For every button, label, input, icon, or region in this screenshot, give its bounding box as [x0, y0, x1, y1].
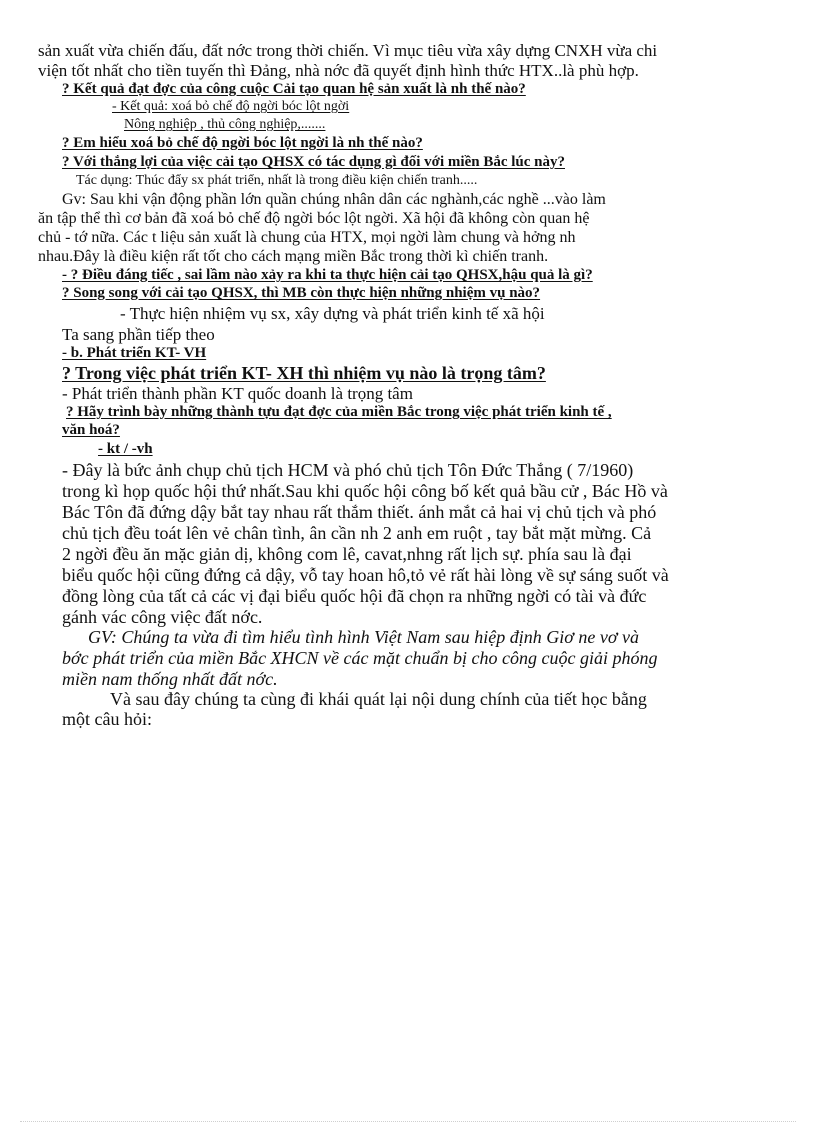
text-line: viện tốt nhất cho tiền tuyến thì Đảng, nhà nớc đã quyết định hình thức HTX..là phù hợp. [38, 61, 639, 80]
question-line: ? Trong việc phát triển KT- XH thì nhiệm vụ nào là trọng tâm? [62, 363, 546, 383]
text-line: Ta sang phần tiếp theo [62, 325, 215, 344]
text-line: - Đây là bức ảnh chụp chủ tịch HCM và phó chủ tịch Tôn Đức Thắng ( 7/1960) [62, 460, 634, 480]
question-line: - ? Điều đáng tiếc , sai lầm nào xảy ra khi ta thực hiện cải tạo QHSX,hậu quả là gì? [62, 267, 593, 283]
answer-line: Nông nghiệp , thủ công nghiệp,....... [124, 117, 326, 132]
page-footer-divider [20, 1121, 796, 1122]
text-line: 2 ngời đều ăn mặc giản dị, không com lê, cavat,nhng rất lịch sự. phía sau là đại [62, 544, 632, 564]
text-line: nhau.Đây là điều kiện rất tốt cho cách mạng miền Bắc trong thời kì chiến tranh. [38, 248, 549, 265]
section-heading: - b. Phát triển KT- VH [62, 345, 207, 361]
question-line: ? Song song với cải tạo QHSX, thì MB còn thực hiện những nhiệm vụ nào? [62, 285, 541, 301]
question-line: ? Kết quả đạt đợc của công cuộc Cải tạo quan hệ sản xuất là nh thế nào? [62, 81, 526, 97]
text-line: biểu quốc hội cũng đứng cả dậy, vỗ tay hoan hô,tỏ vẻ rất hài lòng về sự sáng suốt và [62, 565, 669, 585]
text-line: một câu hỏi: [62, 709, 152, 729]
text-line: - Thực hiện nhiệm vụ sx, xây dựng và phát triển kinh tế xã hội [120, 304, 545, 323]
question-line: văn hoá? [62, 422, 120, 438]
question-line: ? Hãy trình bày những thành tựu đạt đợc của miền Bắc trong việc phát triển kinh tế , [66, 404, 612, 420]
text-line: Và sau đây chúng ta cùng đi khái quát lại nội dung chính của tiết học bằng [110, 689, 647, 709]
answer-line: - Kết quả: xoá bỏ chế độ ngời bóc lột ngời [112, 99, 350, 114]
question-line: ? Em hiểu xoá bỏ chế độ ngời bóc lột ngời là nh thế nào? [62, 135, 423, 151]
text-line: sản xuất vừa chiến đấu, đất nớc trong thời chiến. Vì mục tiêu vừa xây dựng CNXH vừa chi [38, 41, 658, 60]
text-line: GV: Chúng ta vừa đi tìm hiểu tình hình Việt Nam sau hiệp định Giơ ne vơ và [88, 627, 639, 647]
text-line: đồng lòng của tất cả các vị đại biểu quốc hội đã chọn ra những ngời có tài và đức [62, 586, 647, 606]
text-line: chủ - tớ nữa. Các t liệu sản xuất là chung của HTX, mọi ngời làm chung và hởng nh [38, 229, 576, 246]
subheading-line: - kt / -vh [98, 441, 153, 457]
text-line: ăn tập thể thì cơ bản đã xoá bỏ chế độ ngời bóc lột ngời. Xã hội đã không còn quan hệ [38, 210, 590, 227]
text-line: Gv: Sau khi vận động phần lớn quần chúng nhân dân các nghành,các nghề ...vào làm [62, 191, 606, 208]
text-line: miền nam thống nhất đất nớc. [62, 669, 278, 689]
text-line: chủ tịch đều toát lên vẻ chân tình, ân cần nh 2 anh em ruột , tay bắt mặt mừng. Cả [62, 523, 652, 543]
question-line: ? Với thắng lợi của việc cải tạo QHSX có tác dụng gì đối với miền Bắc lúc này? [62, 154, 565, 170]
text-line: gánh vác công việc đất nớc. [62, 607, 263, 627]
text-line: - Phát triển thành phần KT quốc doanh là trọng tâm [62, 384, 413, 403]
text-line: trong kì họp quốc hội thứ nhất.Sau khi quốc hội công bố kết quả bầu cử , Bác Hồ và [62, 481, 668, 501]
text-line: Bác Tôn đã đứng dậy bắt tay nhau rất thắm thiết. ánh mắt cả hai vị chủ tịch và phó [62, 502, 657, 522]
text-line: bớc phát triển của miền Bắc XHCN về các mặt chuẩn bị cho công cuộc giải phóng [62, 648, 658, 668]
text-line: Tác dụng: Thúc đẩy sx phát triển, nhất là trong điều kiện chiến tranh..... [76, 173, 478, 188]
